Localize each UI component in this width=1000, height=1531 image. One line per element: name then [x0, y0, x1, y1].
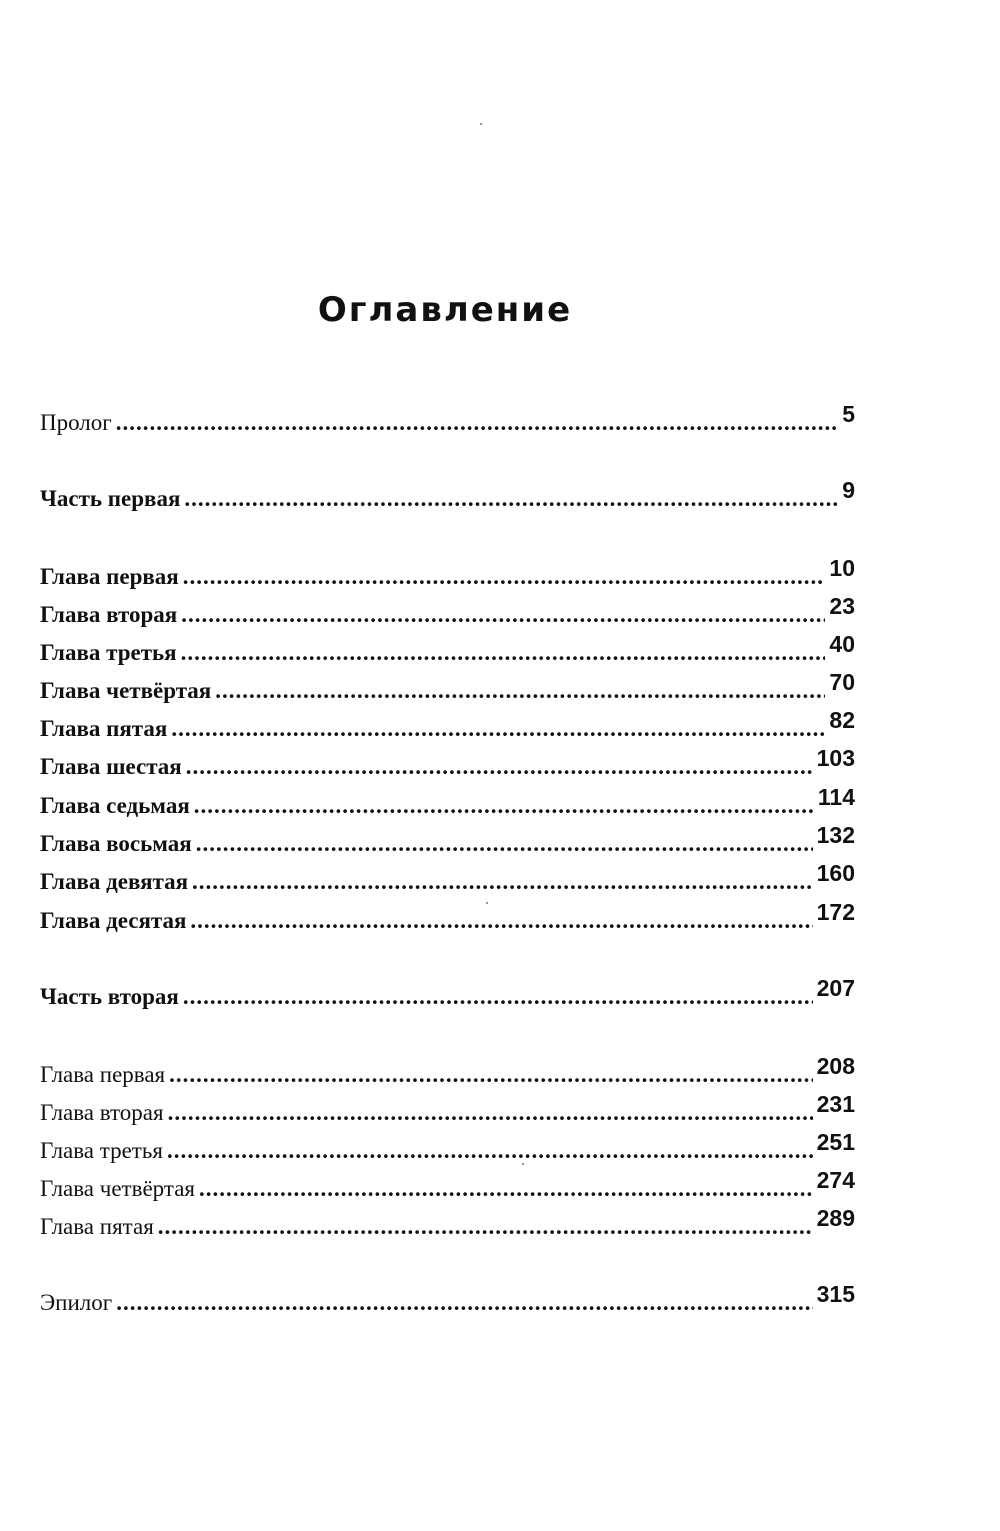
toc-entry-label: Часть вторая [40, 984, 179, 1009]
toc-entry-page-number: 231 [816, 1091, 855, 1117]
toc-entry [40, 900, 855, 934]
dot-leader [196, 832, 813, 857]
toc-entry-page-number: 5 [842, 401, 855, 427]
dot-leader [116, 1291, 812, 1316]
toc-entry-page-number: 274 [816, 1167, 855, 1193]
toc-entry [40, 823, 855, 857]
toc-entry-page-number: 132 [816, 822, 855, 848]
dot-leader [171, 717, 825, 742]
toc-entry [40, 478, 855, 512]
toc-entry-page-number: 103 [816, 745, 855, 771]
toc-entry-page-number: 289 [816, 1205, 855, 1231]
toc-entry-page-number: 40 [829, 631, 855, 657]
dot-leader [169, 1063, 812, 1088]
toc-entry-page-number: 207 [816, 975, 855, 1001]
dot-leader [194, 794, 814, 819]
dot-leader [116, 411, 838, 436]
toc-entry-label: Глава пятая [40, 716, 168, 741]
toc-entry [40, 746, 855, 780]
scan-speck [522, 1163, 524, 1165]
scan-speck [480, 123, 482, 125]
toc-entry-label: Глава восьмая [40, 831, 192, 856]
toc-entry-label: Глава первая [40, 1062, 166, 1087]
dot-leader [199, 1177, 813, 1202]
toc-entry-page-number: 82 [829, 707, 855, 733]
toc-entry-label: Глава десятая [40, 908, 187, 933]
dot-leader [183, 565, 826, 590]
toc-entry-page-number: 315 [816, 1281, 855, 1307]
page-title: Оглавление [317, 290, 573, 330]
toc-entry-label: Пролог [40, 410, 112, 435]
toc-entry [40, 785, 855, 819]
toc-entry [40, 1206, 855, 1240]
toc-entry-label: Эпилог [40, 1290, 113, 1315]
toc-entry-label: Глава третья [40, 640, 177, 665]
toc-entry-page-number: 251 [816, 1129, 855, 1155]
toc-entry-label: Глава седьмая [40, 793, 190, 818]
dot-leader [181, 603, 825, 628]
dot-leader [190, 909, 812, 934]
toc-entry-label: Глава первая [40, 564, 179, 589]
toc-entry-page-number: 9 [842, 477, 855, 503]
dot-leader [167, 1139, 813, 1164]
toc-entry [40, 1092, 855, 1126]
toc-entry-page-number: 114 [817, 784, 855, 810]
dot-leader [183, 985, 813, 1010]
dot-leader [181, 641, 826, 666]
toc-entry-page-number: 70 [829, 669, 855, 695]
toc-entry [40, 556, 855, 590]
toc-entry-label: Часть первая [40, 486, 181, 511]
toc-entry-label: Глава вторая [40, 1100, 164, 1125]
toc-entry-label: Глава шестая [40, 754, 182, 779]
toc-entry-label: Глава девятая [40, 869, 189, 894]
scan-speck [486, 902, 488, 904]
dot-leader [215, 679, 825, 704]
dot-leader [184, 487, 838, 512]
toc-entry [40, 670, 855, 704]
toc-entry-page-number: 10 [829, 555, 855, 581]
toc-entry-page-number: 172 [816, 899, 855, 925]
toc-entry-label: Глава четвёртая [40, 1176, 195, 1201]
toc-entry [40, 1282, 855, 1316]
toc-entry-label: Глава вторая [40, 602, 178, 627]
dot-leader [192, 870, 813, 895]
dot-leader [158, 1215, 813, 1240]
toc-entry-page-number: 208 [816, 1053, 855, 1079]
toc-entry-page-number: 160 [816, 860, 855, 886]
toc-entry [40, 976, 855, 1010]
toc-entry [40, 1168, 855, 1202]
toc-entry [40, 1054, 855, 1088]
toc-entry-label: Глава третья [40, 1138, 163, 1163]
toc-entry [40, 632, 855, 666]
toc-entry [40, 861, 855, 895]
dot-leader [186, 755, 813, 780]
toc-entry-page-number: 23 [829, 593, 855, 619]
toc-entry [40, 1130, 855, 1164]
toc-entry [40, 594, 855, 628]
dot-leader [168, 1101, 813, 1126]
toc-entry [40, 708, 855, 742]
toc-entry-label: Глава четвёртая [40, 678, 212, 703]
toc-entry [40, 402, 855, 436]
toc-entry-label: Глава пятая [40, 1214, 154, 1239]
